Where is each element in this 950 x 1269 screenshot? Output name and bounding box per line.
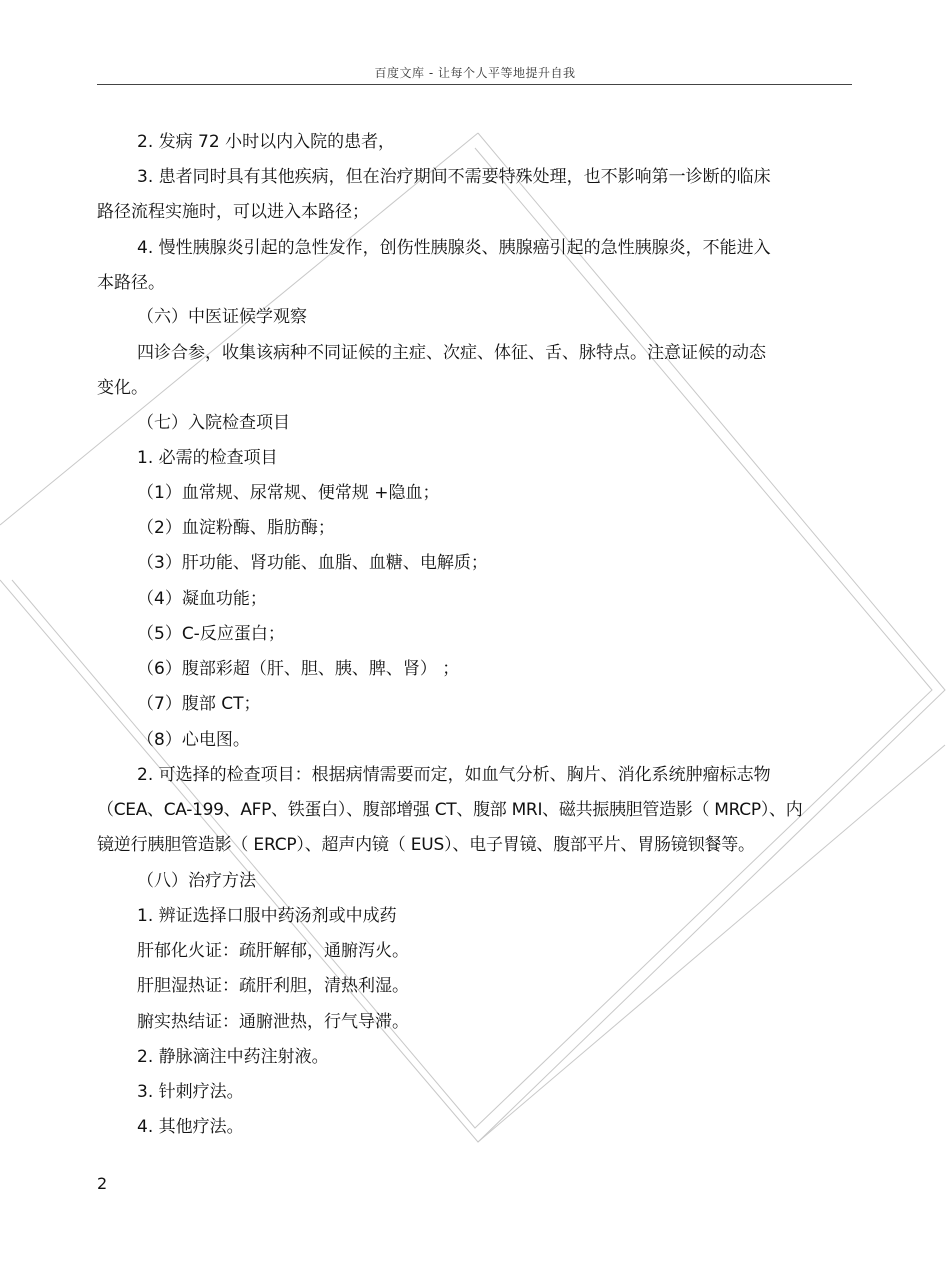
body-line: 3. 患者同时具有其他疾病，但在治疗期间不需要特殊处理，也不影响第一诊断的临床: [137, 167, 771, 187]
page-number: 2: [97, 1174, 108, 1193]
page-header: 百度文库 - 让每个人平等地提升自我: [374, 66, 576, 80]
body-line: 路径流程实施时，可以进入本路径；: [97, 202, 369, 222]
body-line: 四诊合参，收集该病种不同证候的主症、次症、体征、舌、脉特点。注意证候的动态: [137, 343, 766, 363]
list-item: （5）C-反应蛋白；: [137, 624, 285, 644]
body-line: 本路径。: [97, 273, 165, 293]
body-line: 2. 静脉滴注中药注射液。: [137, 1047, 329, 1067]
list-item: （6）腹部彩超（肝、胆、胰、脾、肾） ；: [137, 659, 460, 679]
section-heading: （六）中医证候学观察: [137, 307, 307, 327]
header-divider: [97, 84, 852, 85]
body-line: 1. 必需的检查项目: [137, 448, 278, 468]
body-line: 4. 慢性胰腺炎引起的急性发作，创伤性胰腺炎、胰腺癌引起的急性胰腺炎，不能进入: [137, 238, 771, 258]
list-item: （1）血常规、尿常规、便常规 +隐血；: [137, 483, 440, 503]
list-item: （2）血淀粉酶、脂肪酶；: [137, 518, 335, 538]
body-line: 肝郁化火证：疏肝解郁，通腑泻火。: [137, 941, 409, 961]
list-item: （3）肝功能、肾功能、血脂、血糖、电解质；: [137, 553, 488, 573]
section-heading: （八）治疗方法: [137, 871, 256, 891]
list-item: （8）心电图。: [137, 730, 250, 750]
body-line: 变化。: [97, 378, 148, 398]
list-item: （4）凝血功能；: [137, 589, 267, 609]
body-line: 肝胆湿热证：疏肝利胆，清热利湿。: [137, 976, 409, 996]
body-line: 3. 针刺疗法。: [137, 1082, 244, 1102]
section-heading: （七）入院检查项目: [137, 413, 290, 433]
body-line: （CEA、CA-199、AFP、铁蛋白）、腹部增强 CT、腹部 MRI、磁共振胰胆管造影（ MRCP）、内: [97, 800, 803, 820]
body-line: 2. 可选择的检查项目：根据病情需要而定，如血气分析、胸片、消化系统肿瘤标志物: [137, 765, 771, 785]
body-line: 4. 其他疗法。: [137, 1117, 244, 1137]
body-line: 腑实热结证：通腑泄热，行气导滞。: [137, 1012, 409, 1032]
body-line: 1. 辨证选择口服中药汤剂或中成药: [137, 906, 397, 926]
body-line: 镜逆行胰胆管造影（ ERCP）、超声内镜（ EUS）、电子胃镜、腹部平片、胃肠镜钡餐等。: [97, 835, 755, 855]
body-line: 2. 发病 72 小时以内入院的患者，: [137, 132, 396, 152]
list-item: （7）腹部 CT；: [137, 694, 261, 714]
